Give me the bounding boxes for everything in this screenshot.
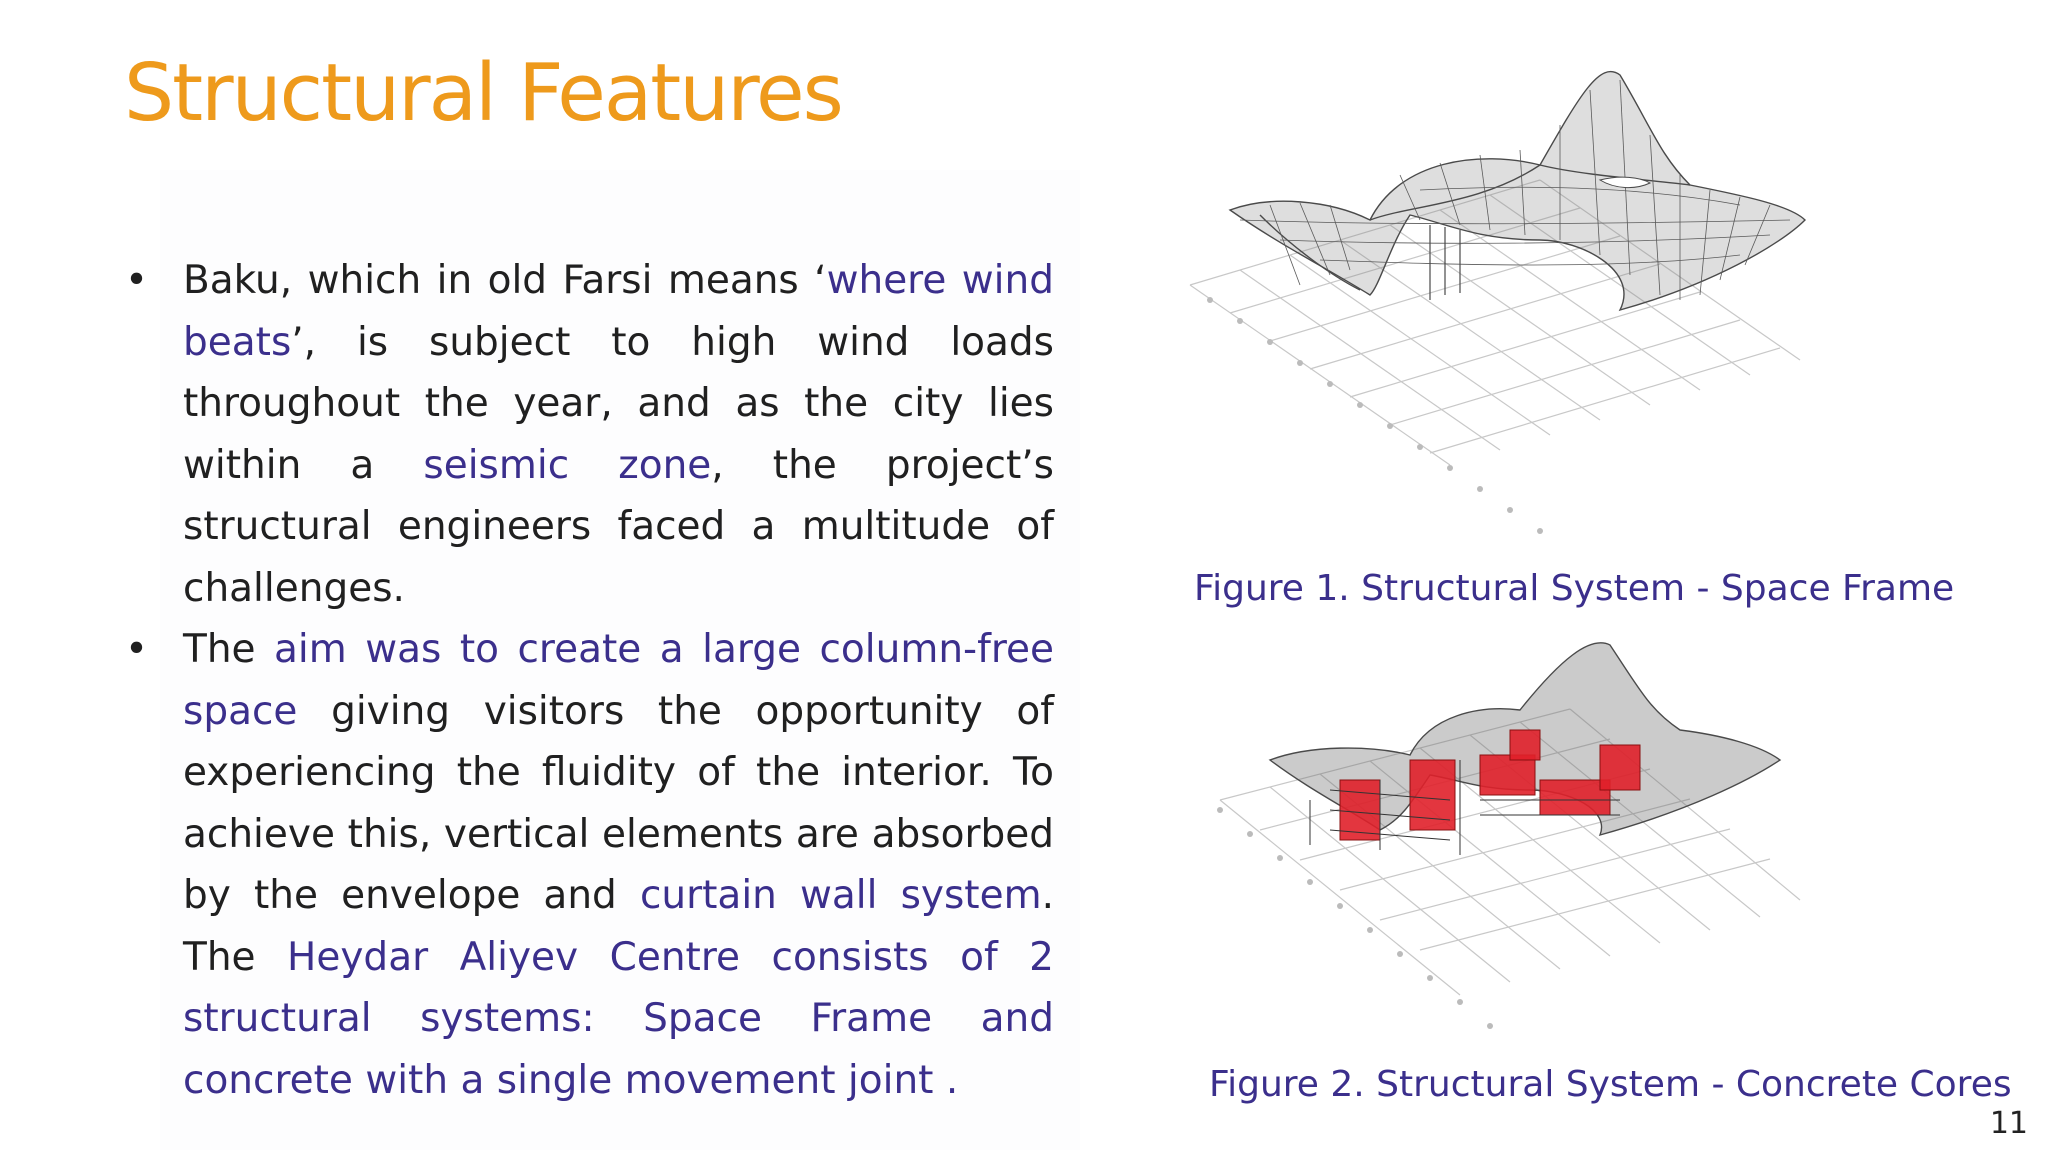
figure-1-space-frame-image bbox=[1180, 55, 1840, 545]
bullet-1-highlight-1: where wind beats bbox=[183, 258, 1054, 365]
bullet-2-text-3: . The bbox=[183, 873, 1054, 980]
bullet-2-highlight-3: Heydar Aliyev Centre consists of 2 structural systems: Space Frame and concrete with a single movement joint . bbox=[183, 934, 1054, 1103]
bullet-1-text-3: , the project’s structural engineers faced a multitude of challenges. bbox=[183, 442, 1054, 611]
bullet-2-text-1: The bbox=[183, 627, 275, 672]
bullet-1-highlight-2: seismic zone bbox=[423, 442, 712, 488]
bullet-2-highlight-1: aim was to create a large column-free space bbox=[183, 627, 1055, 734]
bullet-1-text-1: Baku, which in old Farsi means ‘ bbox=[183, 258, 827, 303]
figure-2-caption: Figure 2. Structural System - Concrete Cores bbox=[1209, 1064, 2012, 1105]
bullet-marker-icon: • bbox=[125, 258, 149, 303]
bullet-item bbox=[120, 250, 1054, 619]
bullet-list bbox=[120, 250, 1054, 1111]
bullet-marker-icon: • bbox=[125, 627, 149, 672]
figure-1-caption: Figure 1. Structural System - Space Frame bbox=[1194, 568, 1955, 609]
figure-2-concrete-cores-image bbox=[1180, 630, 1840, 1060]
bullet-item bbox=[120, 619, 1054, 1111]
bullet-2-text-2: giving visitors the opportunity of experiencing the fluidity of the interior. To achieve this, vertical elements are absorbed by the envelope and bbox=[183, 688, 1054, 918]
page-number: 11 bbox=[1989, 1106, 2028, 1141]
bullet-2-highlight-2: curtain wall system bbox=[639, 873, 1042, 918]
bullet-1-text-2: ’, is subject to high wind loads throughout the year, and as the city lies within a bbox=[183, 319, 1054, 488]
slide-title: Structural Features bbox=[124, 47, 842, 139]
